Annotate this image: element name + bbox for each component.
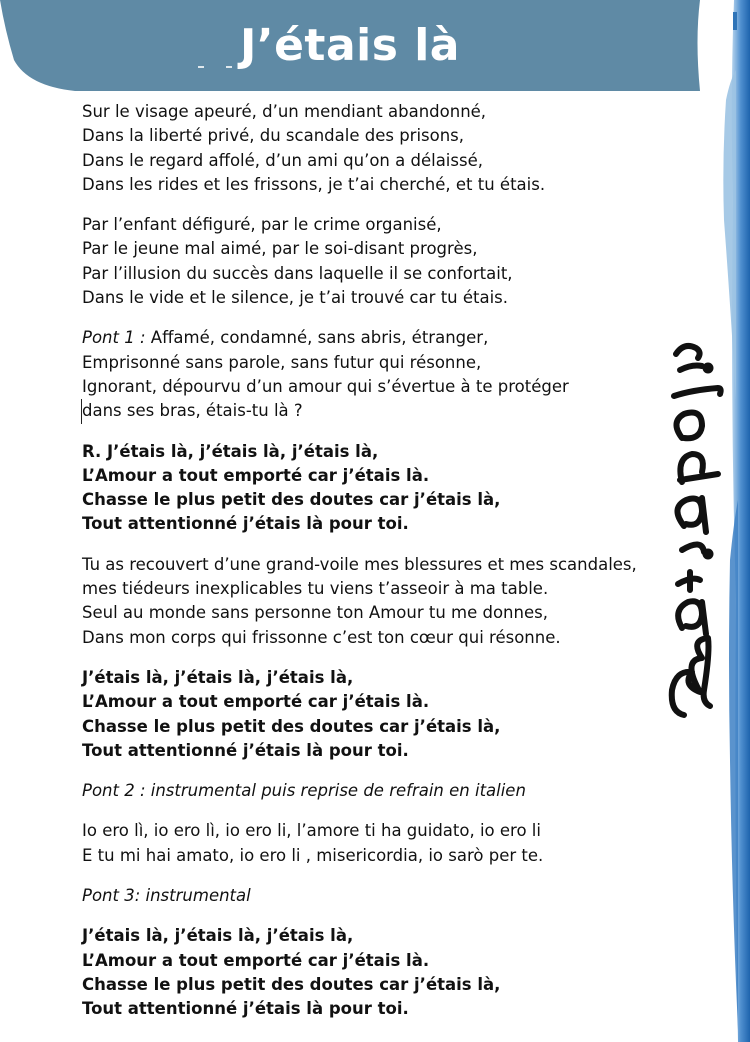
refrain-line: Tout attentionné j’étais là pour toi.: [82, 514, 409, 534]
lyric-line: Tu as recouvert d’une grand-voile mes blessures et mes scandales,: [82, 554, 637, 574]
lyric-line: Dans mon corps qui frissonne c’est ton cœur qui résonne.: [82, 627, 561, 647]
bridge-1-first-line: Affamé, condamné, sans abris, étranger,: [145, 328, 489, 348]
lyrics: [82, 100, 682, 1038]
page-title: J’étais là: [239, 20, 460, 71]
lyric-line: Dans les rides et les frissons, je t’ai cherché, et tu étais.: [82, 174, 546, 194]
refrain-line: J’étais là, j’étais là, j’étais là,: [82, 926, 354, 946]
lyric-line: E tu mi hai amato, io ero li , misericordia, io sarò per te.: [82, 845, 544, 865]
lyric-line: Seul au monde sans personne ton Amour tu me donnes,: [82, 603, 548, 623]
refrain-line: R. J’étais là, j’étais là, j’étais là,: [82, 441, 379, 461]
lyric-line: Emprisonné sans parole, sans futur qui résonne,: [82, 352, 482, 372]
lyric-line: Par l’enfant défiguré, par le crime organisé,: [82, 215, 442, 235]
refrain-line: Tout attentionné j’étais là pour toi.: [82, 740, 409, 760]
lyric-line: Par l’illusion du succès dans laquelle il se confortait,: [82, 263, 513, 283]
verse-2: [82, 213, 682, 310]
refrain-line: Chasse le plus petit des doutes car j’étais là,: [82, 716, 501, 736]
bridge-2-line: Pont 2 : instrumental puis reprise de refrain en italien: [82, 781, 526, 801]
italian-verse: [82, 819, 682, 868]
lyric-line: dans ses bras, étais-tu là ?: [81, 399, 682, 423]
lyric-line: Dans le vide et le silence, je t’ai trouvé car tu étais.: [82, 288, 509, 308]
bridge-1-label: Pont 1 :: [82, 328, 146, 348]
refrain-line: Chasse le plus petit des doutes car j’étais là,: [82, 490, 501, 510]
lyric-line: Dans le regard affolé, d’un ami qu’on a délaissé,: [82, 150, 483, 170]
refrain-2: [82, 666, 682, 763]
refrain-line: L’Amour a tout emporté car j’étais là.: [82, 950, 430, 970]
bridge-3-line: Pont 3: instrumental: [82, 886, 251, 906]
bridge-3: [82, 884, 682, 908]
bridge-1: [82, 326, 682, 423]
refrain-line: L’Amour a tout emporté car j’étais là.: [82, 465, 430, 485]
refrain-line: Chasse le plus petit des doutes car j’étais là,: [82, 974, 501, 994]
lyric-line: [82, 326, 682, 350]
refrain-3: [82, 924, 682, 1021]
refrain-line: J’étais là, j’étais là, j’étais là,: [82, 667, 354, 687]
refrain-line: Tout attentionné j’étais là pour toi.: [82, 999, 409, 1019]
refrain-1: [82, 440, 682, 537]
lyric-line: Sur le visage apeuré, d’un mendiant abandonné,: [82, 102, 487, 121]
bridge-2: [82, 779, 682, 803]
verse-3: [82, 553, 682, 650]
lyric-line: Dans la liberté privé, du scandale des prisons,: [82, 126, 465, 146]
lyric-line: mes tiédeurs inexplicables tu viens t’asseoir à ma table.: [82, 579, 549, 599]
lyric-line: Io ero lì, io ero lì, io ero li, l’amore ti ha guidato, io ero li: [82, 821, 541, 841]
verse-1: [82, 100, 682, 197]
refrain-line: L’Amour a tout emporté car j’étais là.: [82, 692, 430, 712]
lyric-line: Par le jeune mal aimé, par le soi-disant progrès,: [82, 239, 478, 259]
lyric-line: Ignorant, dépourvu d’un amour qui s’évertue à te protéger: [82, 376, 569, 396]
